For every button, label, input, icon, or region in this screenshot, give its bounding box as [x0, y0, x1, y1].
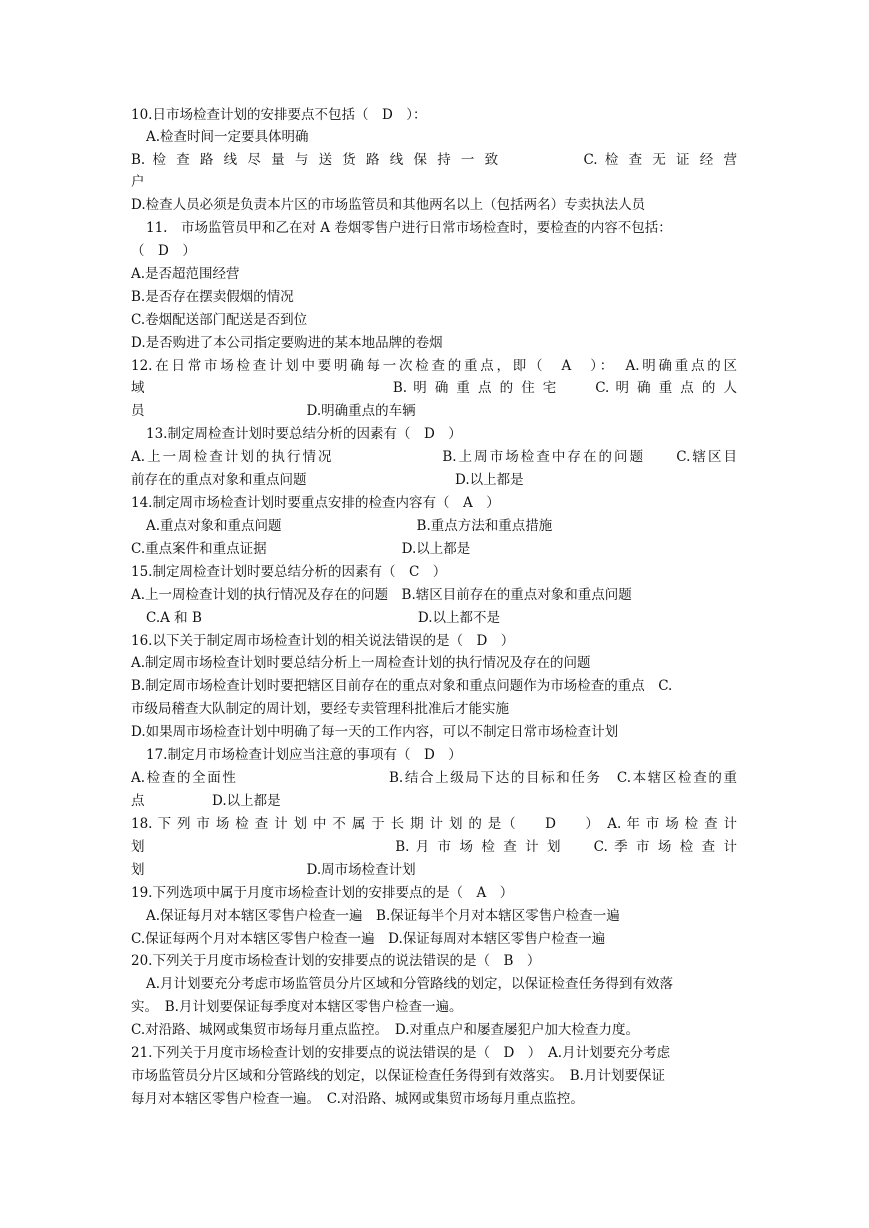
- q12-option-d: 员 D.明确重点的车辆: [131, 403, 416, 419]
- q14-options-cd: C.重点案件和重点证据 D.以上都是: [131, 541, 471, 557]
- q11-option-c: C.卷烟配送部门配送是否到位: [131, 312, 308, 328]
- q14-options-ab: A.重点对象和重点问题 B.重点方法和重点措施: [146, 518, 553, 534]
- q11-option-d: D.是否购进了本公司指定要购进的某本地品牌的卷烟: [131, 335, 443, 351]
- q12-options: 域 B. 明 确 重 点 的 住 宅 C. 明 确 重 点 的 人: [131, 380, 737, 396]
- q20-options-cd: C.对沿路、城网或集贸市场每月重点监控。 D.对重点户和屡查屡犯户加大检查力度。: [131, 1022, 640, 1038]
- q21-options-bc: 每月对本辖区零售户检查一遍。 C.对沿路、城网或集贸市场每月重点监控。: [131, 1091, 584, 1107]
- q11-answer: （ D ）: [131, 243, 196, 259]
- q16-option-b: B.制定周市场检查计划时要把辖区目前存在的重点对象和重点问题作为市场检查的重点 C.: [131, 678, 673, 694]
- q16-stem: 16.以下关于制定周市场检查计划的相关说法错误的是（ D ）: [131, 633, 515, 649]
- q19-options-ab: A.保证每月对本辖区零售户检查一遍 B.保证每半个月对本辖区零售户检查一遍: [146, 908, 620, 924]
- q20-stem: 20.下列关于月度市场检查计划的安排要点的说法错误的是（ B ）: [131, 953, 541, 969]
- q20-option-b: 实。 B.月计划要保证每季度对本辖区零售户检查一遍。: [131, 999, 463, 1015]
- q10-option-c-cont: 户: [131, 174, 145, 190]
- q16-option-a: A.制定周市场检查计划时要总结分析上一周检查计划的执行情况及存在的问题: [131, 655, 591, 671]
- q19-options-cd: C.保证每两个月对本辖区零售户检查一遍 D.保证每周对本辖区零售户检查一遍: [131, 931, 606, 947]
- q10-option-a: A.检查时间一定要具体明确: [146, 129, 309, 145]
- q18-options: 划 B. 月 市 场 检 查 计 划 C. 季 市 场 检 查 计: [131, 839, 737, 855]
- q16-option-c: 市级局稽查大队制定的周计划，要经专卖管理科批准后才能实施: [131, 701, 509, 717]
- q15-options-ab: A.上一周检查计划的执行情况及存在的问题 B.辖区目前存在的重点对象和重点问题: [131, 587, 632, 603]
- q21-option-a-cont: 市场监管员分片区域和分管路线的划定，以保证检查任务得到有效落实。 B.月计划要保证: [131, 1068, 665, 1084]
- q13-stem: 13.制定周检查计划时要总结分析的因素有（ D ）: [146, 426, 462, 442]
- q15-options-cd: C.A 和 B D.以上都不是: [146, 610, 501, 626]
- q16-option-d: D.如果周市场检查计划中明确了每一天的工作内容，可以不制定日常市场检查计划: [131, 724, 619, 740]
- q11-stem: 11. 市场监管员甲和乙在对 A 卷烟零售户进行日常市场检查时，要检查的内容不包括：: [146, 220, 672, 236]
- q10-option-d: D.检查人员必须是负责本片区的市场监管员和其他两名以上（包括两名）专卖执法人员: [131, 197, 646, 213]
- q17-options: A.检查的全面性 B.结合上级局下达的目标和任务 C.本辖区检查的重: [131, 770, 737, 786]
- q18-stem: 18. 下 列 市 场 检 查 计 划 中 不 属 于 长 期 计 划 的 是（ D ） A. 年 市 场 检 查 计: [131, 816, 737, 832]
- q14-stem: 14.制定周市场检查计划时要重点安排的检查内容有（ A ）: [131, 495, 500, 511]
- q18-option-d: 划 D.周市场检查计划: [131, 862, 416, 878]
- q20-option-a: A.月计划要充分考虑市场监管员分片区域和分管路线的划定，以保证检查任务得到有效落: [146, 976, 674, 992]
- q12-stem: 12.在日常市场检查计划中要明确每一次检查的重点，即（ A ）： A.明确重点的区: [131, 358, 737, 374]
- q11-option-a: A.是否超范围经营: [131, 266, 240, 282]
- q10-options-bc: B. 检 查 路 线 尽 量 与 送 货 路 线 保 持 一 致 C. 检 查 无 证 经 营: [131, 152, 737, 168]
- q10-stem: 10.日市场检查计划的安排要点不包括（ D ）：: [131, 107, 427, 123]
- q17-options-cont: 点 D.以上都是: [131, 793, 281, 809]
- q17-stem: 17.制定月市场检查计划应当注意的事项有（ D ）: [146, 747, 462, 763]
- q11-option-b: B.是否存在摆卖假烟的情况: [131, 289, 294, 305]
- q21-stem: 21.下列关于月度市场检查计划的安排要点的说法错误的是（ D ） A.月计划要充分考虑: [131, 1045, 671, 1061]
- q13-options-cont: 前存在的重点对象和重点问题 D.以上都是: [131, 472, 524, 488]
- q19-stem: 19.下列选项中属于月度市场检查计划的安排要点的是（ A ）: [131, 885, 514, 901]
- q15-stem: 15.制定周检查计划时要总结分析的因素有（ C ）: [131, 564, 447, 580]
- q13-options: A.上一周检查计划的执行情况 B.上周市场检查中存在的问题 C.辖区目: [131, 449, 737, 465]
